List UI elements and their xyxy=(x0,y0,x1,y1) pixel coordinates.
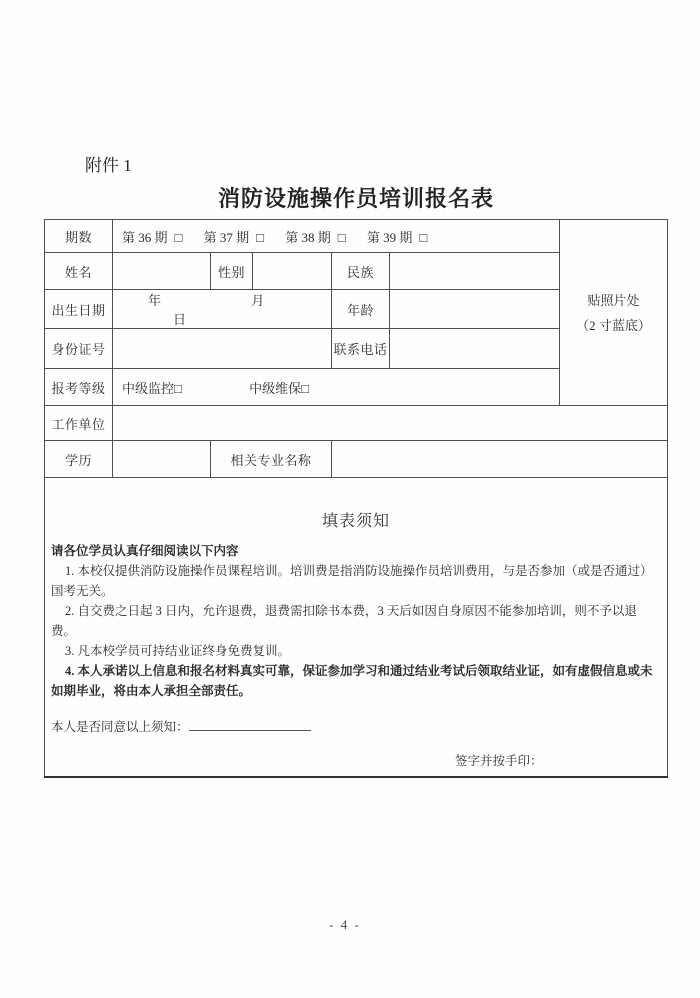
notice-row xyxy=(45,478,668,777)
ethnicity-label: 民族 xyxy=(332,253,390,290)
id-number-value xyxy=(113,329,332,369)
education-row xyxy=(45,441,668,478)
period-option-38 xyxy=(285,230,345,245)
birthdate-value xyxy=(113,290,332,329)
period-option-39 xyxy=(367,230,427,245)
period-row xyxy=(45,220,668,253)
work-unit-row xyxy=(45,406,668,441)
major-label: 相关专业名称 xyxy=(211,441,332,478)
notice-intro: 请各位学员认真仔细阅读以下内容 xyxy=(51,544,239,558)
education-value xyxy=(113,441,211,478)
photo-area-line1: 贴照片处 xyxy=(587,292,640,308)
photo-area-line2: （2 寸蓝底） xyxy=(576,317,651,333)
birthdate-label: 出生日期 xyxy=(45,290,113,329)
registration-form-table xyxy=(44,219,668,778)
phone-label: 联系电话 xyxy=(332,329,390,369)
checkbox-icon: □ xyxy=(256,229,264,245)
major-value xyxy=(332,441,668,478)
signature-label: 签字并按手印： xyxy=(455,754,543,768)
period-option-38-text: 第 38 期 xyxy=(285,229,331,245)
photo-area xyxy=(560,220,668,406)
notice-item-3: 3. 凡本校学员可持结业证终身免费复训。 xyxy=(65,644,291,658)
period-option-37-text: 第 37 期 xyxy=(203,229,250,245)
exam-level-label: 报考等级 xyxy=(45,369,113,406)
period-option-37 xyxy=(204,230,264,245)
phone-value xyxy=(390,329,560,369)
gender-value xyxy=(253,253,332,290)
period-options-cell xyxy=(113,220,560,253)
period-option-36 xyxy=(122,230,182,245)
agree-line xyxy=(51,717,661,737)
period-label: 期数 xyxy=(45,220,113,253)
work-unit-value xyxy=(113,406,668,441)
id-number-label: 身份证号 xyxy=(45,329,113,369)
notice-item-1: 1. 本校仅提供消防设施操作员课程培训。培训费是指消防设施操作员培训费用，与是否参加（或是否通过）国考无关。 xyxy=(51,564,653,598)
agree-underline xyxy=(189,717,311,731)
notice-item-4: 4. 本人承诺以上信息和报名材料真实可靠，保证参加学习和通过结业考试后领取结业证，如有虚假信息或未如期毕业，将由本人承担全部责任。 xyxy=(51,664,653,698)
month-label: 月 xyxy=(251,293,265,308)
exam-level-options-cell xyxy=(113,369,560,406)
name-label: 姓名 xyxy=(45,253,113,290)
exam-level-option-monitor: 中级监控□ xyxy=(122,380,182,396)
checkbox-icon: □ xyxy=(419,229,428,245)
education-label: 学历 xyxy=(45,441,113,478)
year-label: 年 xyxy=(148,293,162,308)
notice-item-2: 2. 自交费之日起 3 日内，允许退费，退费需扣除书本费，3 天后如因自身原因不能参加培训，则不予以退费。 xyxy=(51,604,637,638)
day-label: 日 xyxy=(173,312,187,327)
age-value xyxy=(390,290,560,329)
form-title: 消防设施操作员培训报名表 xyxy=(217,186,494,211)
ethnicity-value xyxy=(390,253,560,290)
agree-label: 本人是否同意以上须知： xyxy=(51,720,189,734)
checkbox-icon: □ xyxy=(337,229,346,245)
exam-level-option-maintenance: 中级维保□ xyxy=(249,380,309,396)
checkbox-icon: □ xyxy=(174,229,183,245)
notice-title: 填表须知 xyxy=(322,513,391,530)
age-label: 年龄 xyxy=(332,290,390,329)
notice-cell xyxy=(45,478,668,777)
period-option-39-text: 第 39 期 xyxy=(366,229,413,245)
period-option-36-text: 第 36 期 xyxy=(122,229,168,245)
attachment-label: 附件 1 xyxy=(85,156,132,175)
name-value xyxy=(113,253,211,290)
work-unit-label: 工作单位 xyxy=(45,406,113,441)
page-number: - 4 - xyxy=(329,917,361,932)
gender-label: 性别 xyxy=(211,253,253,290)
